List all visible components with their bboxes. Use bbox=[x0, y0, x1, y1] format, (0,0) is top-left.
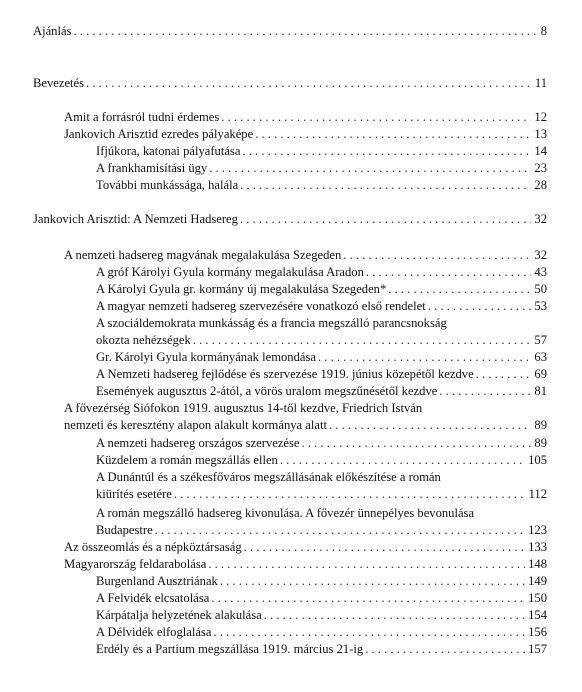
toc-entry bbox=[96, 436, 547, 453]
toc-dot-leader bbox=[221, 110, 531, 125]
toc-entry bbox=[96, 282, 547, 299]
toc-entry bbox=[64, 557, 547, 574]
toc-entry-title: Magyarország feldarabolása bbox=[64, 557, 207, 571]
toc-dot-leader bbox=[428, 299, 532, 314]
toc-entry bbox=[96, 367, 547, 384]
toc-entry-title-line2: Budapestre bbox=[96, 523, 153, 537]
toc-dot-leader bbox=[366, 265, 532, 280]
toc-entry bbox=[96, 625, 547, 642]
toc-dot-leader bbox=[264, 608, 525, 623]
toc-entry-page: 28 bbox=[534, 178, 547, 192]
toc-entry-title-line1: A Dunántúl és a székesfőváros megszállásának előkészítése a román bbox=[96, 470, 441, 484]
toc-entry bbox=[96, 333, 547, 350]
toc-entry-page: 89 bbox=[534, 436, 547, 450]
toc-entry bbox=[96, 642, 547, 659]
toc-entry-page: 105 bbox=[528, 453, 547, 467]
toc-dot-leader bbox=[318, 350, 531, 365]
toc-entry-page: 149 bbox=[528, 574, 547, 588]
toc-entry-title-line1: A fővezérség Siófokon 1919. augusztus 14-től kezdve, Friedrich István bbox=[64, 401, 423, 415]
toc-dot-leader bbox=[86, 76, 532, 91]
toc-entry-page: 123 bbox=[528, 523, 547, 537]
toc-entry bbox=[64, 127, 547, 144]
toc-entry-title: Erdély és a Partium megszállása 1919. március 21-ig bbox=[96, 642, 364, 656]
toc-entry-page: 23 bbox=[534, 161, 547, 175]
toc-dot-leader bbox=[242, 144, 531, 159]
toc-entry bbox=[96, 591, 547, 608]
toc-entry bbox=[96, 523, 547, 540]
toc-dot-leader bbox=[388, 282, 531, 297]
toc-dot-leader bbox=[244, 540, 525, 555]
toc-dot-leader bbox=[240, 178, 531, 193]
toc-dot-leader bbox=[280, 453, 525, 468]
toc-entry bbox=[64, 248, 547, 265]
toc-entry-title: Jankovich Arisztid: A Nemzeti Hadsereg bbox=[33, 212, 238, 226]
toc-entry-title: A gróf Károlyi Gyula kormány megalakulása Aradon bbox=[96, 265, 364, 279]
toc-entry bbox=[33, 24, 547, 41]
toc-dot-leader bbox=[329, 418, 531, 433]
toc-entry-title: Ajánlás bbox=[33, 24, 72, 38]
toc-entry bbox=[96, 178, 547, 195]
toc-entry bbox=[96, 574, 547, 591]
toc-entry-title-line2: kiürítés esetére bbox=[96, 487, 172, 501]
toc-entry bbox=[33, 212, 547, 229]
toc-entry-page: 112 bbox=[528, 487, 547, 501]
toc-entry-page: 13 bbox=[534, 127, 547, 141]
toc-entry-title: A magyar nemzeti hadsereg szervezésére vonatkozó első rendelet bbox=[96, 299, 426, 313]
toc-entry-page: 63 bbox=[534, 350, 547, 364]
toc-dot-leader bbox=[476, 367, 532, 382]
toc-entry-title-line1: A szociáldemokrata munkásság és a francia megszálló parancsnokság bbox=[96, 316, 447, 330]
toc-dot-leader bbox=[174, 487, 526, 502]
toc-dot-leader bbox=[213, 625, 525, 640]
toc-dot-leader bbox=[439, 384, 531, 399]
toc-entry-title: Küzdelem a román megszállás ellen bbox=[96, 453, 278, 467]
toc-entry bbox=[96, 161, 547, 178]
toc-entry-page: 12 bbox=[534, 110, 547, 124]
toc-dot-leader bbox=[365, 642, 525, 657]
toc-dot-leader bbox=[343, 248, 531, 263]
toc-entry-title: Kárpátalja helyzetének alakulása bbox=[96, 608, 262, 622]
toc-entry-page: 43 bbox=[534, 265, 547, 279]
toc-entry-page: 157 bbox=[528, 642, 547, 656]
toc-entry-title: A nemzeti hadsereg magvának megalakulása Szegeden bbox=[64, 248, 342, 262]
toc-entry bbox=[33, 76, 547, 93]
toc-entry-page: 69 bbox=[534, 367, 547, 381]
toc-entry bbox=[64, 110, 547, 127]
toc-dot-leader bbox=[255, 127, 531, 142]
toc-entry-page: 154 bbox=[528, 608, 547, 622]
toc-dot-leader bbox=[240, 212, 531, 227]
toc-dot-leader bbox=[73, 24, 537, 39]
toc-entry-title: Bevezetés bbox=[33, 76, 85, 90]
toc-entry-title: Jankovich Arisztid ezredes pályaképe bbox=[64, 127, 254, 141]
toc-entry-title-line2: nemzeti és keresztény alapon alakult kormánya alatt bbox=[64, 418, 327, 432]
toc-entry-page: 89 bbox=[534, 418, 547, 432]
toc-entry bbox=[96, 608, 547, 625]
toc-entry-page: 14 bbox=[534, 144, 547, 158]
toc-entry bbox=[96, 299, 547, 316]
toc-entry-title: A Károlyi Gyula gr. kormány új megalakulása Szegeden* bbox=[96, 282, 387, 296]
toc-dot-leader bbox=[155, 523, 525, 538]
toc-entry-title: Gr. Károlyi Gyula kormányának lemondása bbox=[96, 350, 316, 364]
toc-entry-title-line2: okozta nehézségek bbox=[96, 333, 191, 347]
toc-entry bbox=[96, 350, 547, 367]
toc-entry-page: 50 bbox=[534, 282, 547, 296]
toc-entry-page: 8 bbox=[540, 24, 547, 38]
toc-entry-page: 11 bbox=[534, 76, 547, 90]
toc-entry-page: 32 bbox=[534, 212, 547, 226]
toc-entry-page: 150 bbox=[528, 591, 547, 605]
toc-entry-page: 156 bbox=[528, 625, 547, 639]
toc-entry-title: A nemzeti hadsereg országos szervezése bbox=[96, 436, 300, 450]
toc-entry bbox=[96, 265, 547, 282]
toc-entry-title-line1: A román megszálló hadsereg kivonulása. A fővezér ünnepélyes bevonulása bbox=[96, 506, 475, 520]
toc-entry bbox=[64, 540, 547, 557]
toc-entry-title: A frankhamisítási ügy bbox=[96, 161, 208, 175]
toc-dot-leader bbox=[193, 333, 532, 348]
toc-entry-page: 53 bbox=[534, 299, 547, 313]
toc-dot-leader bbox=[302, 436, 532, 451]
toc-entry-page: 81 bbox=[534, 384, 547, 398]
toc-entry-title: Események augusztus 2-ától, a vörös uralom megszűnésétől kezdve bbox=[96, 384, 438, 398]
toc-dot-leader bbox=[211, 591, 525, 606]
toc-entry-title: Amit a forrásról tudni érdemes bbox=[64, 110, 220, 124]
toc-entry bbox=[96, 487, 547, 504]
toc-entry-page: 133 bbox=[528, 540, 547, 554]
toc-entry-title: Az összeomlás és a népköztársaság bbox=[64, 540, 242, 554]
toc-entry-title: Burgenland Ausztriának bbox=[96, 574, 218, 588]
toc-entry-page: 148 bbox=[528, 557, 547, 571]
toc-entry-title: A Délvidék elfoglalása bbox=[96, 625, 212, 639]
toc-entry-title: További munkássága, halála bbox=[96, 178, 239, 192]
toc-entry-title: A Felvidék elcsatolása bbox=[96, 591, 210, 605]
toc-entry bbox=[96, 144, 547, 161]
toc-entry bbox=[96, 384, 547, 401]
toc-entry-title: Ifjúkora, katonai pályafutása bbox=[96, 144, 241, 158]
toc-entry bbox=[96, 453, 547, 470]
toc-entry-page: 32 bbox=[534, 248, 547, 262]
toc-dot-leader bbox=[220, 574, 525, 589]
toc-entry bbox=[64, 418, 547, 435]
toc-entry-title: A Nemzeti hadsereg fejlődése és szervezése 1919. június közepétől kezdve bbox=[96, 367, 474, 381]
toc-dot-leader bbox=[208, 557, 525, 572]
toc-dot-leader bbox=[209, 161, 531, 176]
toc-entry-page: 57 bbox=[534, 333, 547, 347]
